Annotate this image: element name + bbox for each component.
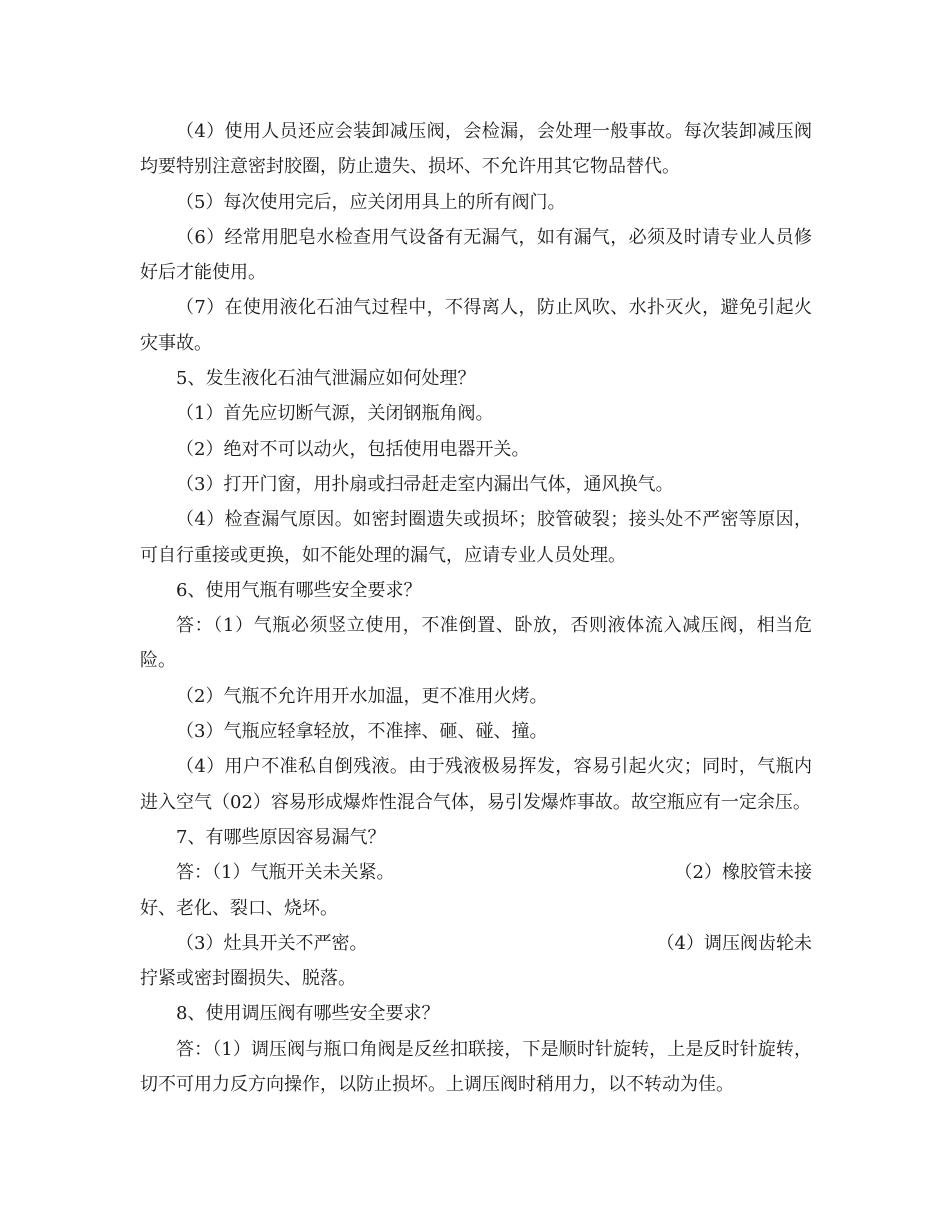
split-line-causes-2 bbox=[140, 926, 812, 961]
paragraph-valve-install: （4）使用人员还应会装卸减压阀，会检漏，会处理一般事故。每次装卸减压阀均要特别注意密封胶圈，防止遗失、损坏、不允许用其它物品替代。 bbox=[140, 121, 812, 178]
split-line-right: （2）橡胶管未接 bbox=[674, 862, 812, 884]
paragraph-no-fire: （2）绝对不可以动火，包括使用电器开关。 bbox=[176, 438, 530, 460]
paragraph-check-cause: （4）检查漏气原因。如密封圈遗失或损坏；胶管破裂；接头处不严密等原因，可自行重接或更换，如不能处理的漏气，应请专业人员处理。 bbox=[140, 509, 812, 566]
paragraph-handle-gently: （3）气瓶应轻拿轻放，不准摔、砸、碰、撞。 bbox=[176, 721, 548, 743]
paragraph-ventilate: （3）打开门窗，用扑扇或扫帚赶走室内漏出气体，通风换气。 bbox=[176, 473, 674, 495]
paragraph-soap-check: （6）经常用肥皂水检查用气设备有无漏气，如有漏气，必须及时请专业人员修好后才能使用。 bbox=[140, 226, 812, 284]
paragraph-close-valves: （5）每次使用完后，应关闭用具上的所有阀门。 bbox=[176, 191, 566, 213]
heading-regulator-safety: 8、使用调压阀有哪些安全要求？ bbox=[176, 1003, 440, 1025]
paragraph-residual-liquid: （4）用户不准私自倒残液。由于残液极易挥发，容易引起火灾；同时，气瓶内进入空气（02）容易形成爆炸性混合气体，易引发爆炸事故。故空瓶应有一定余压。 bbox=[140, 756, 812, 813]
paragraph-no-heating: （2）气瓶不允许用开水加温，更不准用火烤。 bbox=[176, 685, 548, 707]
split-line-continuation: 好、老化、裂口、烧坏。 bbox=[140, 897, 338, 919]
heading-cylinder-safety: 6、使用气瓶有哪些安全要求？ bbox=[176, 579, 422, 601]
heading-leak-causes: 7、有哪些原因容易漏气？ bbox=[176, 826, 386, 848]
split-line-left: 答：（1）气瓶开关未关紧。 bbox=[176, 862, 395, 884]
split-line-right: （4）调压阀齿轮未 bbox=[656, 932, 812, 954]
split-line-left: （3）灶具开关不严密。 bbox=[176, 932, 368, 954]
paragraph-upright-use: 答：（1）气瓶必须竖立使用，不准倒置、卧放，否则液体流入减压阀，相当危险。 bbox=[140, 615, 812, 672]
paragraph-reverse-thread: 答：（1）调压阀与瓶口角阀是反丝扣联接，下是顺时针旋转，上是反时针旋转，切不可用力反方向操作，以防止损坏。上调压阀时稍用力，以不转动为佳。 bbox=[140, 1038, 812, 1096]
heading-leak-handling: 5、发生液化石油气泄漏应如何处理？ bbox=[176, 368, 476, 390]
split-line-continuation: 拧紧或密封圈损失、脱落。 bbox=[140, 968, 356, 990]
split-line-causes-1 bbox=[140, 855, 812, 890]
paragraph-no-leaving: （7）在使用液化石油气过程中，不得离人，防止风吹、水扑灭火，避免引起火灾事故。 bbox=[140, 297, 812, 354]
document-body bbox=[140, 114, 812, 1102]
paragraph-cut-gas: （1）首先应切断气源，关闭钢瓶角阀。 bbox=[176, 403, 494, 425]
